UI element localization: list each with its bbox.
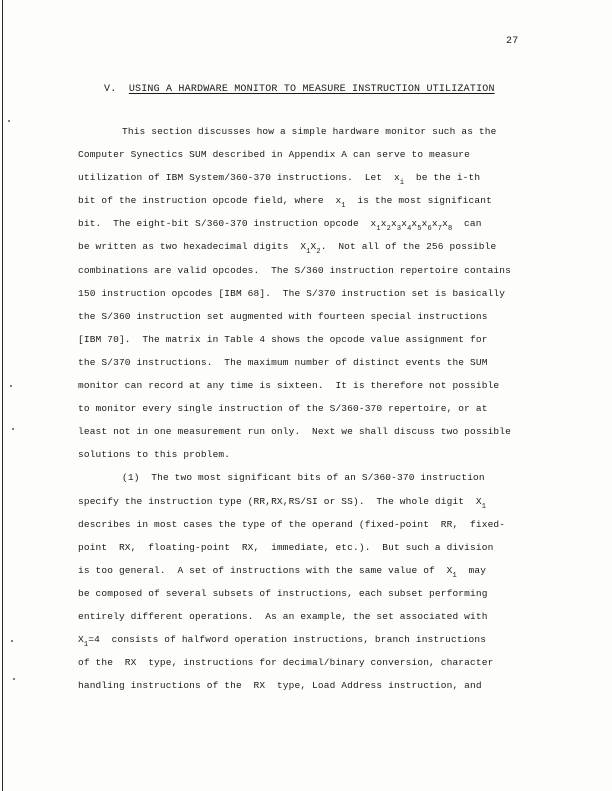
scan-speck — [13, 678, 15, 680]
text-line: to monitor every single instruction of the S/360-370 repertoire, or at — [78, 403, 488, 415]
text-line: point RX, floating-point RX, immediate, etc.). But such a division — [78, 541, 494, 553]
text-line: least not in one measurement run only. Next we shall discuss two possible — [78, 426, 511, 438]
section-number: V. — [104, 84, 117, 95]
text-line: utilization of IBM System/360-370 instructions. Let $x_i$ be the i-th — [78, 172, 481, 188]
text-line: monitor can record at any time is sixteen. It is therefore not possible — [78, 380, 500, 392]
text-line: bit. The eight-bit S/360-370 instruction opcode $x_1x_2x_3x_4x_5x_6x_7x_8$ can — [78, 218, 482, 234]
text-line: Computer Synectics SUM described in Appendix A can serve to measure — [78, 149, 471, 161]
text-line: the S/360 instruction set augmented with fourteen special instructions — [78, 310, 488, 322]
scan-edge-line — [2, 0, 3, 791]
page-number: 27 — [506, 36, 519, 47]
section-title: USING A HARDWARE MONITOR TO MEASURE INSTRUCTION UTILIZATION — [128, 84, 495, 95]
scan-speck — [12, 428, 14, 430]
scan-speck — [8, 120, 10, 122]
text-line: be composed of several subsets of instructions, each subset performing — [78, 587, 488, 599]
section-heading — [104, 84, 495, 95]
text-line: bit of the instruction opcode field, where $x_1$ is the most significant — [78, 195, 492, 211]
scan-speck — [10, 385, 12, 387]
text-line: specify the instruction type (RR,RX,RS/SI or SS). The whole digit $X_1$ — [78, 495, 487, 511]
text-line: combinations are valid opcodes. The S/360 instruction repertoire contains — [78, 264, 511, 276]
text-line: entirely different operations. As an example, the set associated with — [78, 610, 488, 622]
scan-speck — [11, 640, 13, 642]
text-line: This section discusses how a simple hardware monitor such as the — [122, 126, 497, 137]
text-line: (1) The two most significant bits of an S/360-370 instruction — [122, 472, 485, 484]
text-line: handling instructions of the RX type, Load Address instruction, and — [78, 680, 482, 692]
body-text — [78, 120, 548, 697]
text-line: is too general. A set of instructions with the same value of $X_1$ may — [78, 564, 487, 580]
text-line: be written as two hexadecimal digits $X_1X_2$. Not all of the 256 possible — [78, 241, 497, 257]
text-line: describes in most cases the type of the operand (fixed-point RR, fixed- — [78, 518, 506, 530]
text-line: the S/370 instructions. The maximum number of distinct events the SUM — [78, 356, 488, 368]
text-line: $X_1=4$ consists of halfword operation instructions, branch instructions — [78, 634, 487, 650]
text-line: of the RX type, instructions for decimal/binary conversion, character — [78, 657, 494, 669]
text-line: solutions to this problem. — [78, 449, 231, 461]
text-line: [IBM 70]. The matrix in Table 4 shows the opcode value assignment for — [78, 333, 488, 345]
text-line: 150 instruction opcodes [IBM 68]. The S/370 instruction set is basically — [78, 287, 506, 299]
